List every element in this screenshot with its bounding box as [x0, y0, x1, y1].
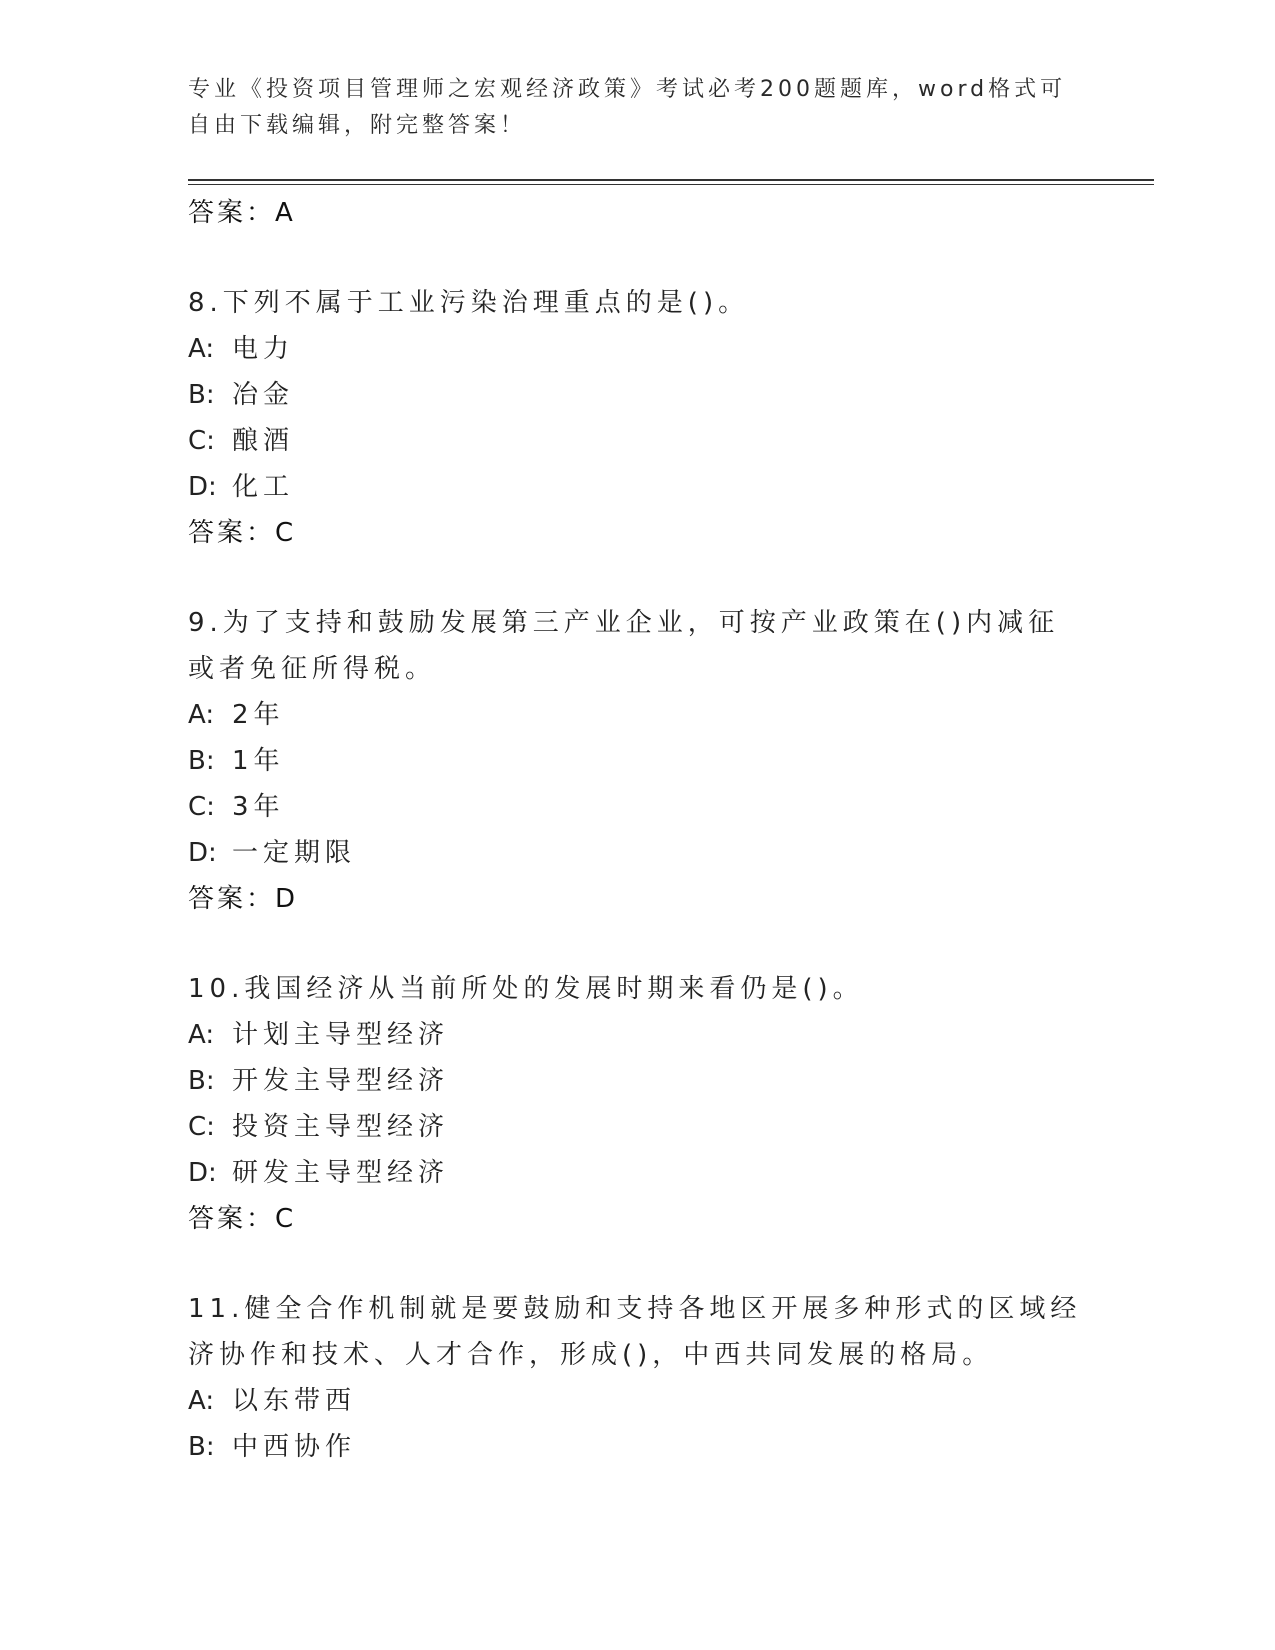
option-key: D: [188, 1158, 217, 1188]
option-text: 中西协作 [232, 1432, 357, 1462]
option-key: C: [188, 426, 215, 456]
question-stem: 8.下列不属于工业污染治理重点的是()。 [188, 288, 750, 318]
option-text: 3年 [232, 792, 285, 822]
option-key: D: [188, 472, 217, 502]
option-text: 酿酒 [232, 426, 295, 456]
answer-option [188, 372, 1088, 418]
option-key: B: [188, 746, 215, 776]
option-text: 电力 [232, 334, 295, 364]
question-stem: 11.健全合作机制就是要鼓励和支持各地区开展多种形式的区域经济协作和技术、人才合作，形成()，中西共同发展的格局。 [188, 1294, 1082, 1370]
document-header: 专业《投资项目管理师之宏观经济政策》考试必考200题题库，word格式可自由下载编辑，附完整答案！ [188, 77, 1067, 138]
option-text: 一定期限 [232, 838, 357, 868]
answer-option [188, 326, 1088, 372]
answer-option [188, 830, 1088, 876]
block-spacer [188, 236, 1088, 280]
block-spacer [188, 556, 1088, 600]
option-text: 计划主导型经济 [232, 1020, 450, 1050]
answer-line: 答案：A [188, 198, 296, 228]
answer-option [188, 1058, 1088, 1104]
option-text: 研发主导型经济 [232, 1158, 450, 1188]
option-text: 1年 [232, 746, 285, 776]
answer-option [188, 1012, 1088, 1058]
header-divider [188, 179, 1154, 185]
answer-option [188, 1104, 1088, 1150]
option-key: A: [188, 700, 215, 730]
question-stem: 9.为了支持和鼓励发展第三产业企业，可按产业政策在()内减征或者免征所得税。 [188, 608, 1060, 684]
option-key: C: [188, 1112, 215, 1142]
answer-option [188, 418, 1088, 464]
option-text: 化工 [232, 472, 295, 502]
option-key: A: [188, 334, 215, 364]
answer-option [188, 464, 1088, 510]
option-text: 投资主导型经济 [232, 1112, 450, 1142]
option-key: B: [188, 380, 215, 410]
option-key: A: [188, 1386, 215, 1416]
option-text: 2年 [232, 700, 285, 730]
option-key: C: [188, 792, 215, 822]
question-stem: 10.我国经济从当前所处的发展时期来看仍是()。 [188, 974, 864, 1004]
answer-line: 答案：D [188, 884, 299, 914]
answer-line: 答案：C [188, 518, 297, 548]
answer-option [188, 738, 1088, 784]
block-spacer [188, 922, 1088, 966]
option-key: D: [188, 838, 217, 868]
answer-option [188, 784, 1088, 830]
option-text: 冶金 [232, 380, 295, 410]
answer-line: 答案：C [188, 1204, 297, 1234]
option-key: B: [188, 1432, 215, 1462]
answer-option [188, 692, 1088, 738]
option-key: A: [188, 1020, 215, 1050]
answer-option [188, 1150, 1088, 1196]
answer-option [188, 1378, 1088, 1424]
option-text: 以东带西 [232, 1386, 357, 1416]
question-list [188, 190, 1088, 1470]
answer-option [188, 1424, 1088, 1470]
option-key: B: [188, 1066, 215, 1096]
option-text: 开发主导型经济 [232, 1066, 450, 1096]
block-spacer [188, 1242, 1088, 1286]
